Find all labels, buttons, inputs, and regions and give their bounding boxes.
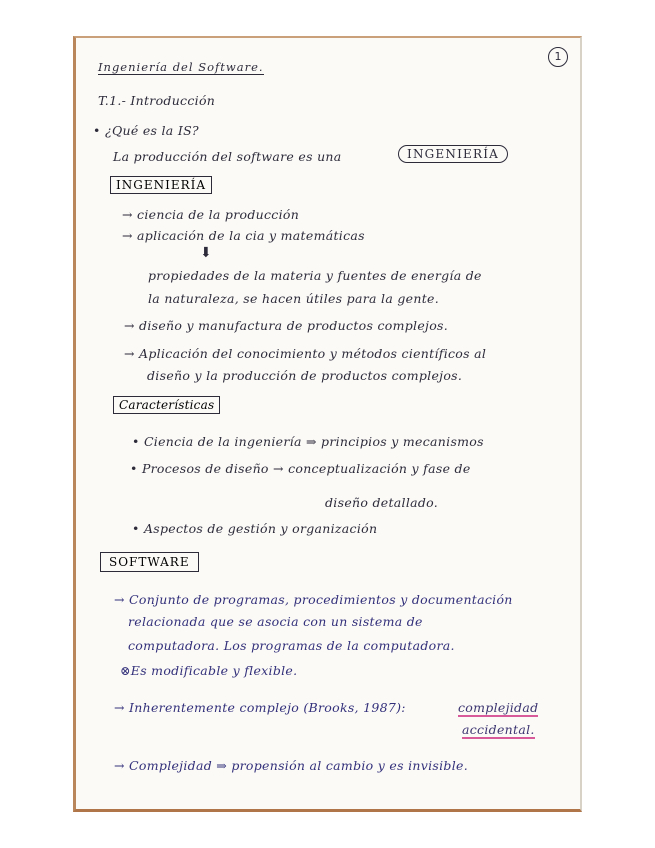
highlighted-complejidad: complejidad (458, 700, 539, 715)
ingenieria-line-5b: diseño y la producción de productos complejos. (147, 368, 463, 383)
section-heading: T.1.- Introducción (98, 93, 216, 108)
ingenieria-line-2: → aplicación de la cia y matemáticas (122, 228, 365, 243)
caracteristicas-heading-box: Características (113, 396, 220, 414)
software-line-1d: ⊗Es modificable y flexible. (120, 663, 298, 678)
ingenieria-line-1: → ciencia de la producción (122, 207, 300, 222)
highlighted-accidental: accidental. (462, 722, 535, 737)
ingenieria-heading-box: INGENIERÍA (110, 176, 212, 194)
intro-line: La producción del software es una (113, 149, 342, 164)
caracteristicas-line-2a: • Procesos de diseño → conceptualización y fase de (130, 461, 471, 476)
ingenieria-line-4: → diseño y manufactura de productos complejos. (124, 318, 449, 333)
ingenieria-line-5a: → Aplicación del conocimiento y métodos científicos al (124, 346, 487, 361)
software-line-2: → Inherentemente complejo (Brooks, 1987): (114, 700, 406, 715)
caracteristicas-line-1: • Ciencia de la ingeniería ⇒ principios y mecanismos (132, 434, 484, 449)
ingenieria-line-3b: la naturaleza, se hacen útiles para la gente. (148, 291, 439, 306)
ingenieria-line-3a: propiedades de la materia y fuentes de energía de (148, 268, 482, 283)
ingenieria-oval: INGENIERÍA (398, 145, 508, 163)
page-title: Ingeniería del Software. (98, 60, 264, 74)
question-line: • ¿Qué es la IS? (93, 123, 199, 138)
software-heading-box: SOFTWARE (100, 552, 199, 572)
software-line-1b: relacionada que se asocia con un sistema de (128, 614, 423, 629)
software-line-1c: computadora. Los programas de la computadora. (128, 638, 455, 653)
software-line-3: → Complejidad ⇒ propensión al cambio y es invisible. (114, 758, 468, 773)
caracteristicas-line-2b: diseño detallado. (325, 495, 439, 510)
caracteristicas-line-3: • Aspectos de gestión y organización (132, 521, 378, 536)
page-number: 1 (548, 47, 568, 67)
down-arrow-icon: ⬇ (200, 245, 212, 261)
software-line-1a: → Conjunto de programas, procedimientos y documentación (114, 592, 513, 607)
